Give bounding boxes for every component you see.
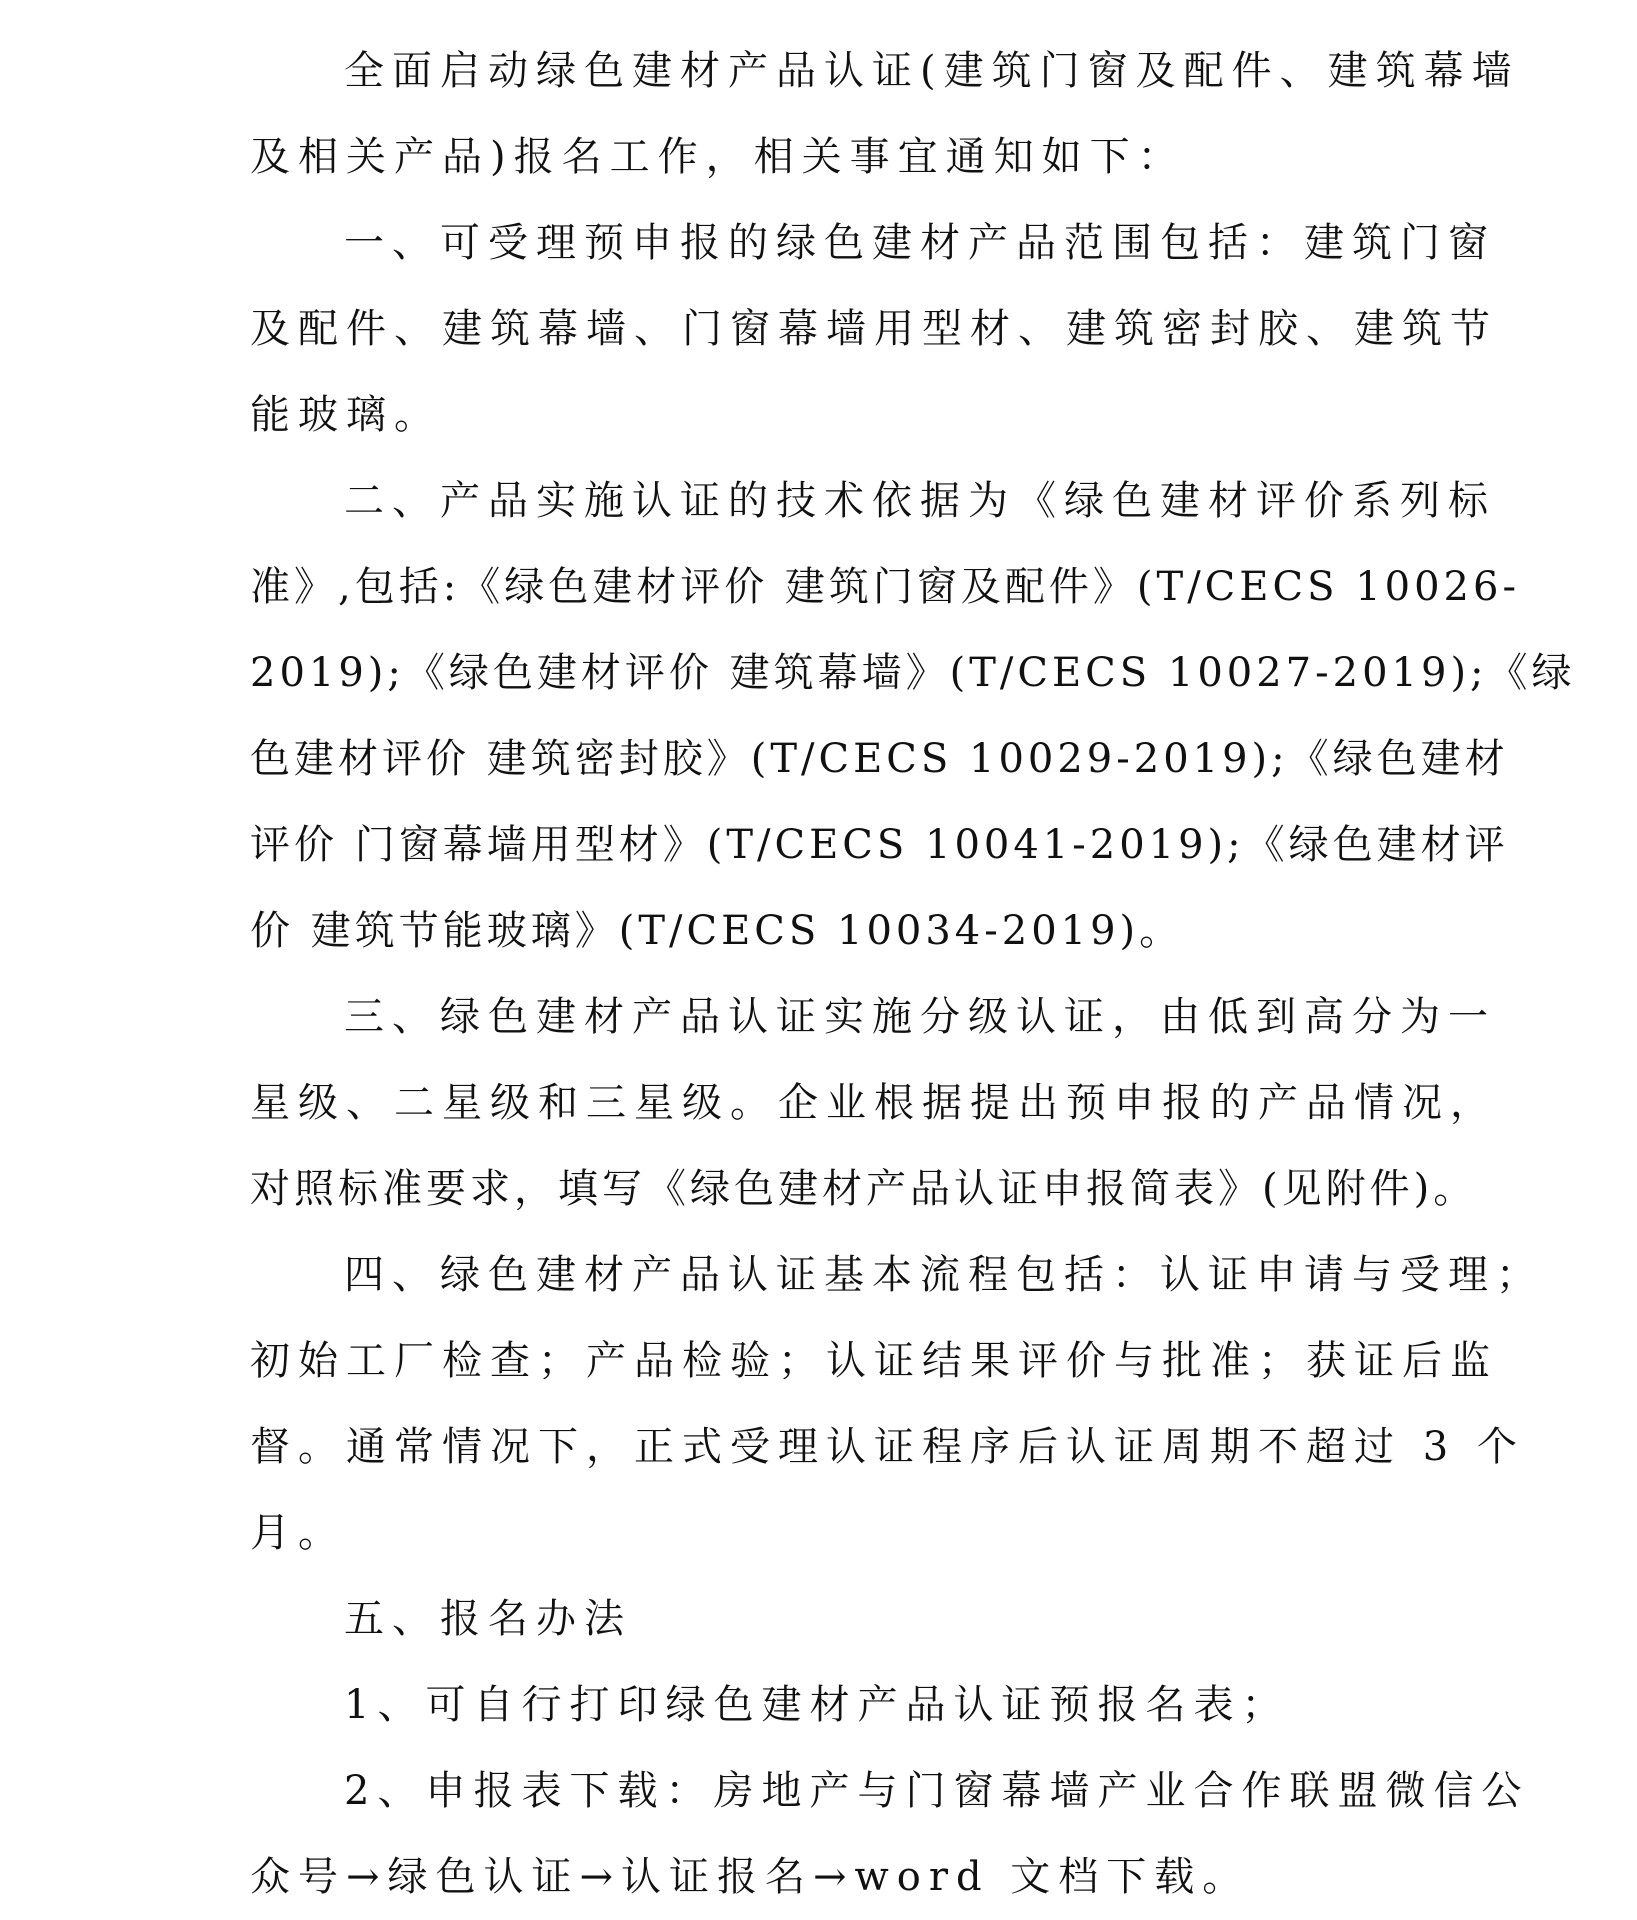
paragraph-intro-line-1: 全面启动绿色建材产品认证(建筑门窗及配件、建筑幕墙 bbox=[344, 48, 1520, 94]
document-body bbox=[250, 28, 1576, 1920]
section-5-item-2-line-2: 众号→绿色认证→认证报名→word 文档下载。 bbox=[250, 1854, 1251, 1900]
section-4-line-3: 督。通常情况下，正式受理认证程序后认证周期不超过 3 个 bbox=[250, 1424, 1525, 1470]
paragraph-intro-line-2: 及相关产品)报名工作，相关事宜通知如下： bbox=[250, 134, 1186, 180]
section-2-line-4: 色建材评价 建筑密封胶》(T/CECS 10029-2019);《绿色建材 bbox=[250, 736, 1509, 782]
section-1-line-2: 及配件、建筑幕墙、门窗幕墙用型材、建筑密封胶、建筑节 bbox=[250, 306, 1498, 352]
section-3-line-3: 对照标准要求，填写《绿色建材产品认证申报简表》(见附件)。 bbox=[250, 1166, 1478, 1212]
section-2-line-5: 评价 门窗幕墙用型材》(T/CECS 10041-2019);《绿色建材评 bbox=[250, 822, 1509, 868]
section-5-heading: 五、报名办法 bbox=[344, 1596, 632, 1642]
section-4-line-4: 月。 bbox=[250, 1510, 346, 1556]
section-3-line-1: 三、绿色建材产品认证实施分级认证，由低到高分为一 bbox=[344, 994, 1496, 1040]
section-2-line-2: 准》,包括:《绿色建材评价 建筑门窗及配件》(T/CECS 10026- bbox=[250, 564, 1520, 610]
section-2-line-6: 价 建筑节能玻璃》(T/CECS 10034-2019)。 bbox=[250, 908, 1184, 954]
section-2-line-3: 2019);《绿色建材评价 建筑幕墙》(T/CECS 10027-2019);《绿 bbox=[250, 650, 1576, 696]
section-5-item-2-line-1: 2、申报表下载：房地产与门窗幕墙产业合作联盟微信公 bbox=[344, 1768, 1530, 1814]
section-4-line-1: 四、绿色建材产品认证基本流程包括：认证申请与受理； bbox=[344, 1252, 1544, 1298]
section-5-item-1: 1、可自行打印绿色建材产品认证预报名表； bbox=[344, 1682, 1290, 1728]
section-4-line-2: 初始工厂检查；产品检验；认证结果评价与批准；获证后监 bbox=[250, 1338, 1498, 1384]
section-3-line-2: 星级、二星级和三星级。企业根据提出预申报的产品情况， bbox=[250, 1080, 1498, 1126]
section-2-line-1: 二、产品实施认证的技术依据为《绿色建材评价系列标 bbox=[344, 478, 1496, 524]
section-1-line-3: 能玻璃。 bbox=[250, 392, 442, 438]
section-1-line-1: 一、可受理预申报的绿色建材产品范围包括：建筑门窗 bbox=[344, 220, 1496, 266]
